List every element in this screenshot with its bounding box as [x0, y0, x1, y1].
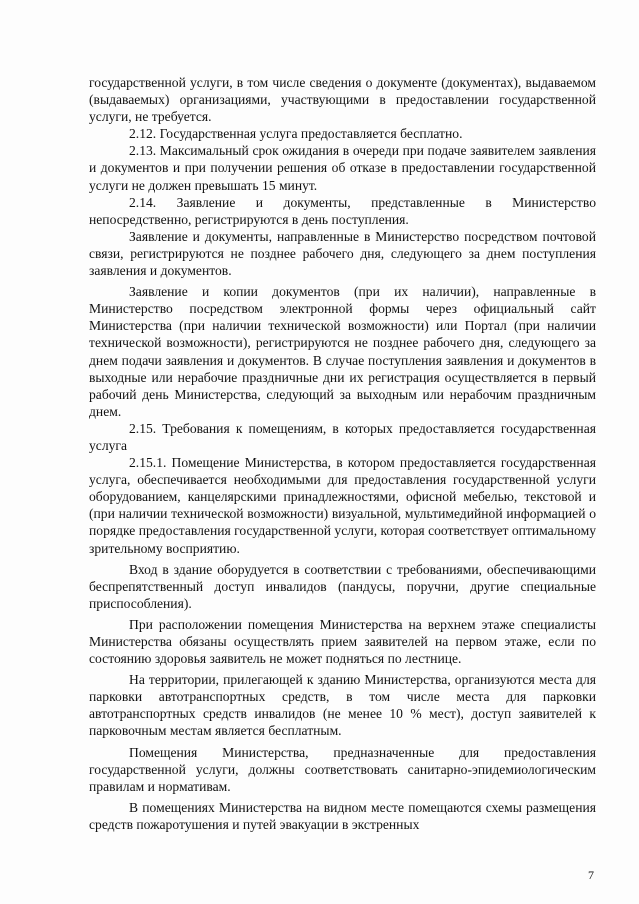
paragraph-parking: На территории, прилегающей к зданию Министерства, организуются места для парковки автотранспортных средств, в том числе места для парковки автотранспортных средств инвалидов (не менее 10 % мест), доступ заявителей к парковочным местам является бесплатным.: [89, 672, 596, 739]
paragraph-entrance: Вход в здание оборудуется в соответствии с требованиями, обеспечивающими беспрепятственный доступ инвалидов (пандусы, поручни, другие специальные приспособления).: [89, 561, 596, 611]
paragraph-2-15: 2.15. Требования к помещениям, в которых предоставляется государственная услуга: [89, 420, 596, 453]
paragraph-2-14: 2.14. Заявление и документы, представленные в Министерство непосредственно, регистрируются в день поступления.: [89, 194, 596, 227]
paragraph-sanitary: Помещения Министерства, предназначенные для предоставления государственной услуги, должны соответствовать санитарно-эпидемиологическим правилам и нормативам.: [89, 744, 596, 794]
paragraph-electronic-registration: Заявление и копии документов (при их наличии), направленные в Министерство посредством электронной формы через официальный сайт Министерства (при наличии технической возможности) или Портал (при наличии технической возможности), регистрируются не позднее рабочего дня, следующего за днем подачи заявления и документов. В случае поступления заявления и документов в выходные или нерабочие праздничные дни их регистрация осуществляется в первый рабочий день Министерства, следующий за выходным или нерабочим праздничным днем.: [89, 284, 596, 419]
paragraph-evacuation: В помещениях Министерства на видном месте помещаются схемы размещения средств пожаротушения и путей эвакуации в экстренных: [89, 799, 596, 832]
paragraph-continuation: государственной услуги, в том числе сведения о документе (документах), выдаваемом (выдаваемых) организациями, участвующими в предоставлении государственной услуги, не требуется.: [89, 75, 596, 125]
page-number: 7: [588, 868, 594, 882]
paragraph-postal-registration: Заявление и документы, направленные в Министерство посредством почтовой связи, регистрируются не позднее рабочего дня, следующего за днем поступления заявления и документов.: [89, 228, 596, 279]
document-body: [89, 74, 596, 833]
paragraph-2-13: 2.13. Максимальный срок ожидания в очереди при подаче заявителем заявления и документов и при получении решения об отказе в предоставлении государственной услуги не должен превышать 15 минут.: [89, 143, 596, 193]
paragraph-2-12: 2.12. Государственная услуга предоставляется бесплатно.: [129, 126, 463, 142]
paragraph-2-15-1: 2.15.1. Помещение Министерства, в котором предоставляется государственная услуга, обеспечивается необходимыми для предоставления государственной услуги оборудованием, канцелярскими принадлежностями, офисной мебелью, текстовой и (при наличии технической возможности) визуальной, мультимедийной информацией о порядке предоставления государственной услуги, которая соответствует оптимальному зрительному восприятию.: [89, 455, 596, 556]
paragraph-upper-floor: При расположении помещения Министерства на верхнем этаже специалисты Министерства обязаны осуществлять прием заявителей на первом этаже, если по состоянию здоровья заявитель не может подняться по лестнице.: [89, 616, 596, 667]
